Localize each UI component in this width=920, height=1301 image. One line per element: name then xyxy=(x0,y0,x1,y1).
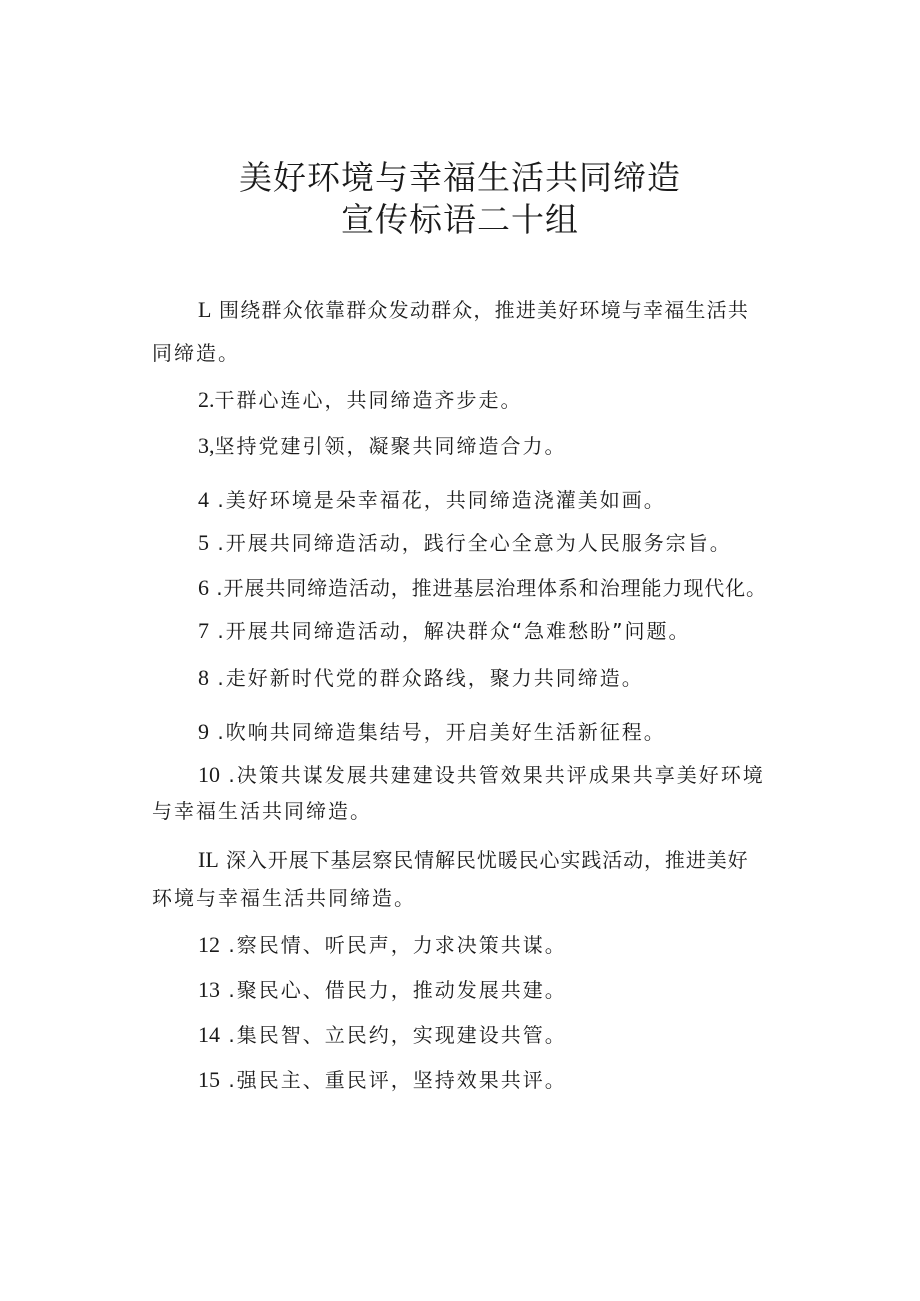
item-text: 围绕群众依靠群众发动群众，推进美好环境与幸福生活共 xyxy=(219,298,750,322)
item-text: .开展共同缔造活动，解决群众“急难愁盼”问题。 xyxy=(217,619,691,643)
item-number: 2. xyxy=(198,387,215,412)
item-number: 6 xyxy=(198,575,209,600)
item-text: .吹响共同缔造集结号，开启美好生活新征程。 xyxy=(217,720,666,744)
slogan-item-5 xyxy=(198,529,732,557)
item-number: 12 xyxy=(198,932,220,957)
item-text: .察民情、听民声，力求决策共谋。 xyxy=(228,933,567,957)
slogan-item-11-continuation: 环境与幸福生活共同缔造。 xyxy=(152,886,416,910)
document-title-line1: 美好环境与幸福生活共同缔造 xyxy=(239,158,681,197)
slogan-item-11 xyxy=(198,846,749,874)
slogan-item-4 xyxy=(198,486,666,514)
item-text: .开展共同缔造活动，践行全心全意为人民服务宗旨。 xyxy=(217,531,732,555)
item-number: 7 xyxy=(198,618,209,643)
item-text: .聚民心、借民力，推动发展共建。 xyxy=(228,978,567,1002)
slogan-item-10 xyxy=(198,761,765,789)
item-text: .美好环境是朵幸福花，共同缔造浇灌美如画。 xyxy=(217,488,666,512)
item-number: IL xyxy=(198,847,219,872)
item-number: L xyxy=(198,297,212,322)
item-text: .开展共同缔造活动，推进基层治理体系和治理能力现代化。 xyxy=(216,576,767,600)
item-text: .决策共谋发展共建建设共管效果共评成果共享美好环境 xyxy=(228,763,765,787)
item-number: 15 xyxy=(198,1067,220,1092)
item-number: 14 xyxy=(198,1022,220,1047)
slogan-item-15 xyxy=(198,1066,567,1094)
item-text: .集民智、立民约，实现建设共管。 xyxy=(228,1023,567,1047)
item-text: 干群心连心，共同缔造齐步走。 xyxy=(214,388,523,412)
slogan-item-12 xyxy=(198,931,567,959)
slogan-item-6 xyxy=(198,574,767,602)
item-number: 10 xyxy=(198,762,220,787)
slogan-item-1-continuation: 同缔造。 xyxy=(152,341,240,365)
document-title-line2: 宣传标语二十组 xyxy=(341,200,579,239)
item-number: 5 xyxy=(198,530,209,555)
item-number: 8 xyxy=(198,665,209,690)
item-text: 坚持党建引领，凝聚共同缔造合力。 xyxy=(214,434,567,458)
slogan-item-7 xyxy=(198,617,690,645)
item-number: 13 xyxy=(198,977,220,1002)
item-number: 9 xyxy=(198,719,209,744)
item-text: .走好新时代党的群众路线，聚力共同缔造。 xyxy=(217,666,644,690)
item-number: 4 xyxy=(198,487,209,512)
slogan-item-13 xyxy=(198,976,567,1004)
slogan-item-1 xyxy=(198,296,749,324)
slogan-item-3 xyxy=(198,432,567,460)
slogan-item-14 xyxy=(198,1021,567,1049)
item-text: .强民主、重民评，坚持效果共评。 xyxy=(228,1068,567,1092)
slogan-item-8 xyxy=(198,664,644,692)
item-text: 深入开展下基层察民情解民忧暖民心实践活动，推进美好 xyxy=(226,848,749,872)
slogan-item-2 xyxy=(198,386,523,414)
slogan-item-9 xyxy=(198,718,666,746)
slogan-item-10-continuation: 与幸福生活共同缔造。 xyxy=(152,799,372,823)
item-number: 3, xyxy=(198,433,215,458)
